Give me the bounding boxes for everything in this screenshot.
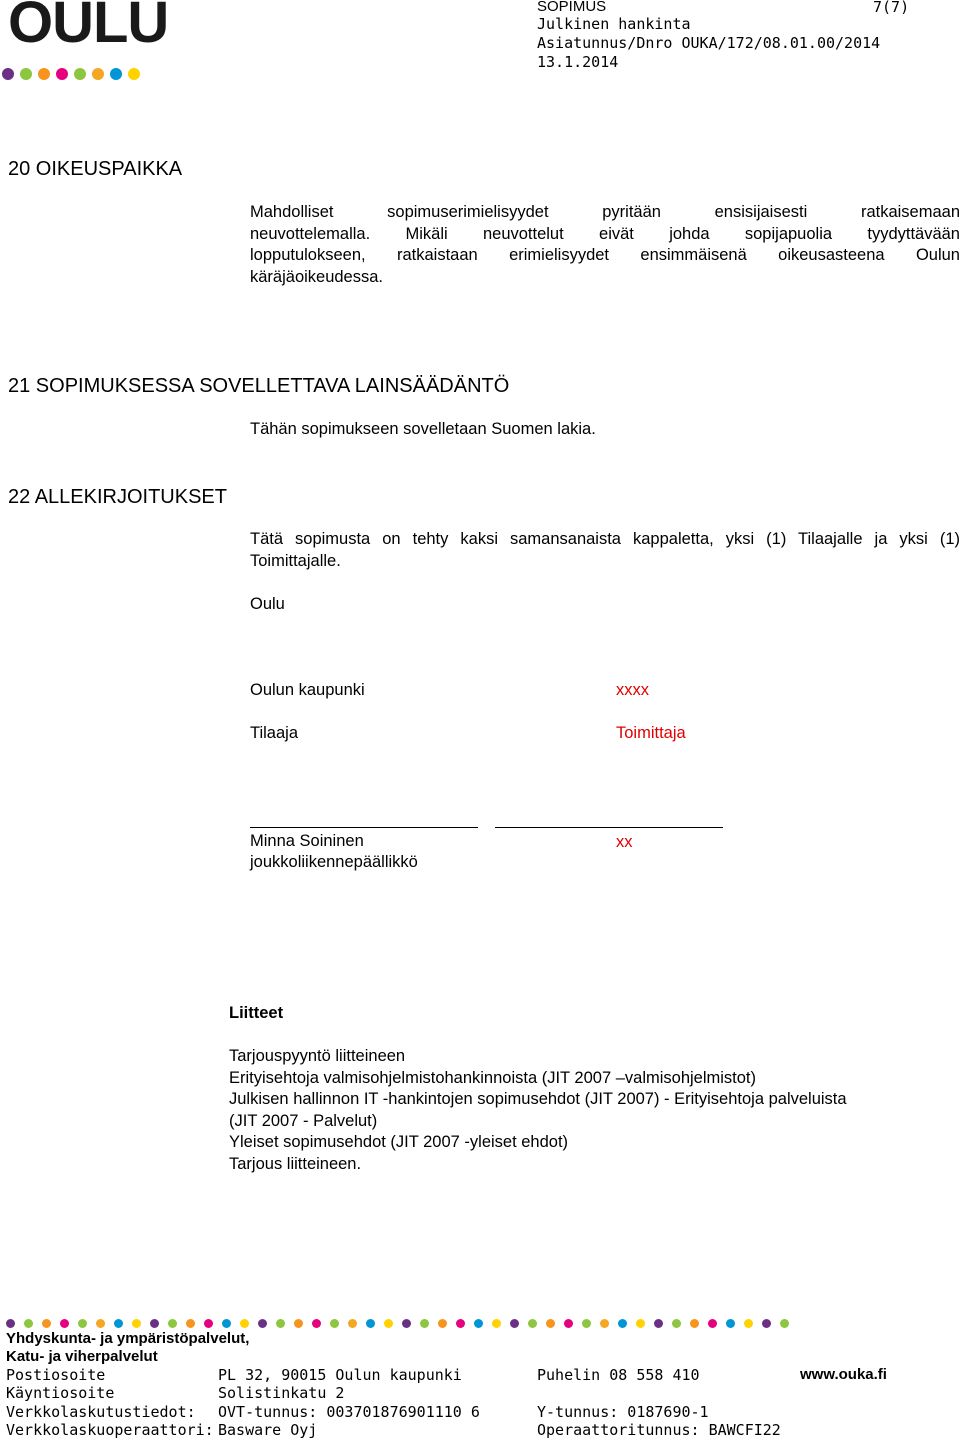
color-dot <box>726 1319 735 1328</box>
footer-color-dots <box>6 1319 789 1328</box>
footer-postal-address: PL 32, 90015 Oulun kaupunki <box>218 1366 462 1384</box>
color-dot <box>654 1319 663 1328</box>
color-dot <box>762 1319 771 1328</box>
footer-business-id: Y-tunnus: 0187690-1 <box>537 1403 709 1421</box>
section-20-line: lopputulokseen, ratkaistaan erimielisyydet ensimmäisenä oikeusasteena Oulun <box>250 246 960 264</box>
color-dot <box>150 1319 159 1328</box>
footer-phone: Puhelin 08 558 410 <box>537 1366 700 1384</box>
footer-label: Käyntiosoite <box>6 1384 115 1402</box>
footer-org-line2: Katu- ja viherpalvelut <box>6 1348 158 1365</box>
color-dot <box>636 1319 645 1328</box>
footer-ovt-id: OVT-tunnus: 003701876901110 6 <box>218 1403 480 1421</box>
color-dot <box>672 1319 681 1328</box>
section-21-text: Tähän sopimukseen sovelletaan Suomen lakia. <box>250 420 596 438</box>
color-dot <box>96 1319 105 1328</box>
attachment-item: Tarjous liitteineen. <box>229 1154 362 1173</box>
section-22-line: Tätä sopimusta on tehty kaksi samansanaista kappaletta, yksi (1) Tilaajalle ja yksi (1) <box>250 530 960 548</box>
attachments-heading: Liitteet <box>229 1004 284 1022</box>
color-dot <box>528 1319 537 1328</box>
color-dot <box>128 68 140 80</box>
color-dot <box>92 68 104 80</box>
footer-label: Postiosoite <box>6 1366 106 1384</box>
color-dot <box>204 1319 213 1328</box>
attachment-item: Tarjouspyyntö liitteineen <box>229 1047 406 1065</box>
color-dot <box>474 1319 483 1328</box>
doc-date: 13.1.2014 <box>537 53 619 71</box>
color-dot <box>6 1319 15 1328</box>
color-dot <box>492 1319 501 1328</box>
footer-visiting-address: Solistinkatu 2 <box>218 1384 345 1402</box>
section-20-text <box>250 202 960 288</box>
color-dot <box>582 1319 591 1328</box>
color-dot <box>744 1319 753 1328</box>
color-dot <box>276 1319 285 1328</box>
color-dot <box>312 1319 321 1328</box>
color-dot <box>2 68 14 80</box>
doc-subtitle: Julkinen hankinta <box>537 15 691 33</box>
color-dot <box>60 1319 69 1328</box>
section-22-text <box>250 529 960 572</box>
color-dot <box>240 1319 249 1328</box>
color-dot <box>186 1319 195 1328</box>
color-dot <box>708 1319 717 1328</box>
footer-label: Verkkolaskuoperaattori: <box>6 1421 214 1439</box>
footer-label: Verkkolaskutustiedot: <box>6 1403 196 1421</box>
section-20-line: Mahdolliset sopimuserimielisyydet pyritään ensisijaisesti ratkaisemaan <box>250 203 960 221</box>
color-dot <box>168 1319 177 1328</box>
footer-website-link[interactable]: www.ouka.fi <box>800 1366 887 1383</box>
attachment-item: (JIT 2007 - Palvelut) <box>229 1111 378 1130</box>
signer-left-name: Minna Soininen <box>250 832 364 850</box>
color-dot <box>24 1319 33 1328</box>
color-dot <box>110 68 122 80</box>
color-dot <box>74 68 86 80</box>
attachments-list <box>229 1046 847 1175</box>
signer-right-org: xxxx <box>616 681 649 699</box>
color-dot <box>420 1319 429 1328</box>
signer-left-role: Tilaaja <box>250 724 298 742</box>
section-20-line: käräjäoikeudessa. <box>250 267 383 286</box>
logo-color-dots <box>2 68 140 80</box>
color-dot <box>20 68 32 80</box>
color-dot <box>38 68 50 80</box>
section-22-title: 22 ALLEKIRJOITUKSET <box>8 486 227 508</box>
signature-line-left <box>250 827 478 828</box>
signature-line-right <box>495 827 723 828</box>
color-dot <box>456 1319 465 1328</box>
doc-type: SOPIMUS <box>537 0 607 15</box>
color-dot <box>132 1319 141 1328</box>
color-dot <box>258 1319 267 1328</box>
footer-einvoice-operator: Basware Oyj <box>218 1421 318 1439</box>
attachment-item: Julkisen hallinnon IT -hankintojen sopimusehdot (JIT 2007) - Erityisehtoja palveluista <box>229 1090 847 1108</box>
color-dot <box>600 1319 609 1328</box>
signing-place: Oulu <box>250 595 285 613</box>
color-dot <box>222 1319 231 1328</box>
color-dot <box>438 1319 447 1328</box>
color-dot <box>348 1319 357 1328</box>
color-dot <box>780 1319 789 1328</box>
color-dot <box>510 1319 519 1328</box>
footer-operator-id: Operaattoritunnus: BAWCFI22 <box>537 1421 781 1439</box>
color-dot <box>78 1319 87 1328</box>
color-dot <box>294 1319 303 1328</box>
section-20-title: 20 OIKEUSPAIKKA <box>8 158 183 180</box>
attachment-item: Erityisehtoja valmisohjelmistohankinnoista (JIT 2007 –valmisohjelmistot) <box>229 1068 757 1087</box>
color-dot <box>330 1319 339 1328</box>
color-dot <box>618 1319 627 1328</box>
case-number: Asiatunnus/Dnro OUKA/172/08.01.00/2014 <box>537 34 881 52</box>
page-number: 7(7) <box>873 0 910 16</box>
signer-left-title: joukkoliikennepäällikkö <box>250 853 418 871</box>
color-dot <box>366 1319 375 1328</box>
footer-org-line1: Yhdyskunta- ja ympäristöpalvelut, <box>6 1330 250 1347</box>
section-22-line: Toimittajalle. <box>250 551 341 570</box>
color-dot <box>546 1319 555 1328</box>
color-dot <box>564 1319 573 1328</box>
color-dot <box>384 1319 393 1328</box>
color-dot <box>690 1319 699 1328</box>
color-dot <box>402 1319 411 1328</box>
signer-left-org: Oulun kaupunki <box>250 681 365 699</box>
signer-right-name: xx <box>616 833 633 851</box>
section-20-line: neuvottelemalla. Mikäli neuvottelut eivät johda sopijapuolia tyydyttävään <box>250 224 960 243</box>
color-dot <box>42 1319 51 1328</box>
signer-right-role: Toimittaja <box>616 724 686 742</box>
oulu-logo: OULU <box>8 0 169 55</box>
attachment-item: Yleiset sopimusehdot (JIT 2007 -yleiset ehdot) <box>229 1133 569 1151</box>
color-dot <box>56 68 68 80</box>
section-21-title: 21 SOPIMUKSESSA SOVELLETTAVA LAINSÄÄDÄNTÖ <box>8 375 510 397</box>
color-dot <box>114 1319 123 1328</box>
